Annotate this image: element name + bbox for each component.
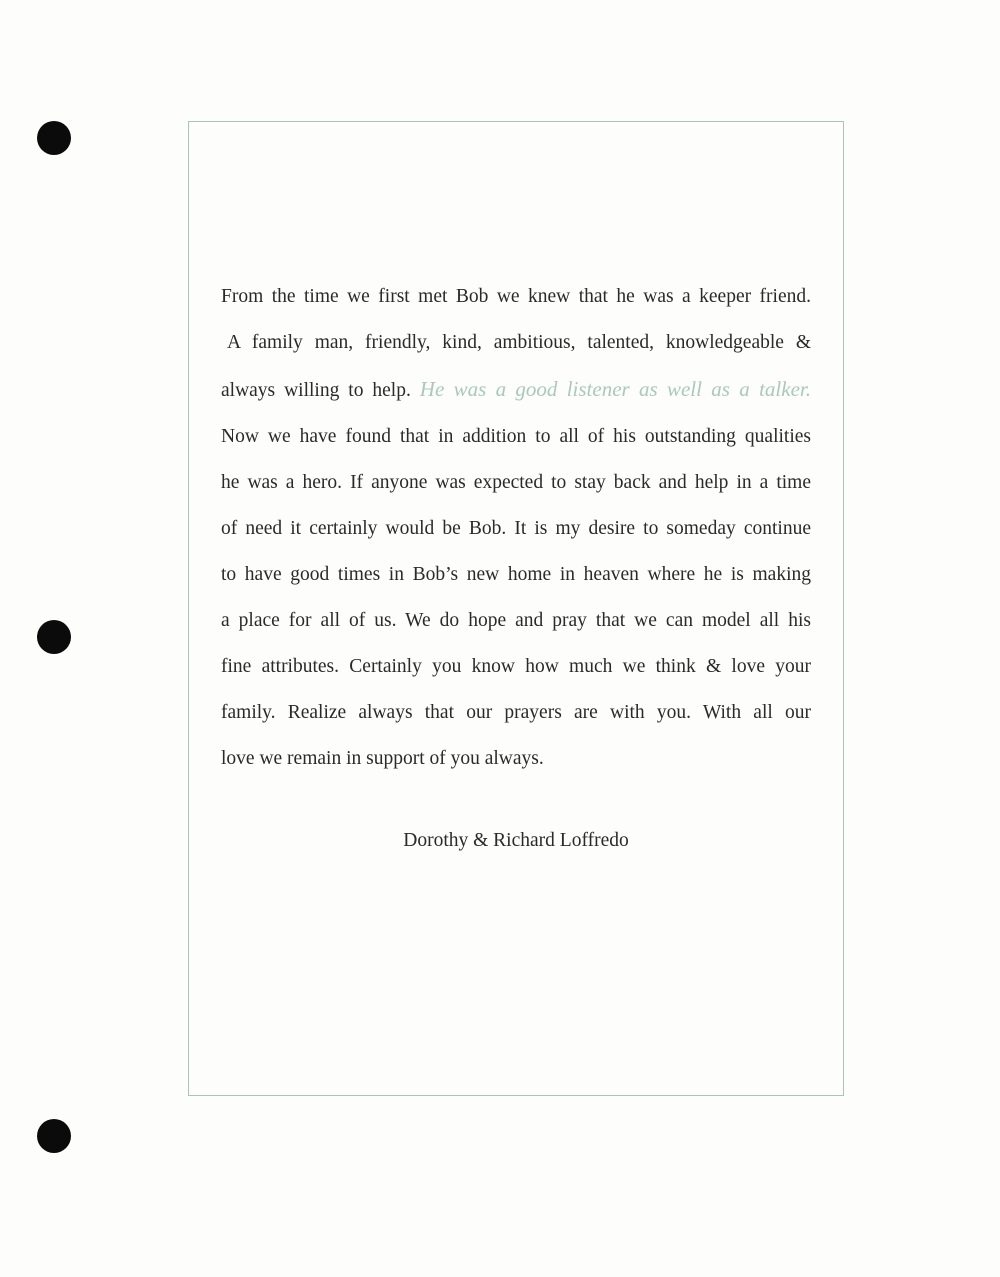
signature: Dorothy & Richard Loffredo — [403, 830, 629, 851]
letter-line-text: always willing to help. — [221, 380, 411, 401]
letter-line: love we remain in support of you always. — [221, 748, 544, 769]
letter-line: family. Realize always that our prayers are with you. With all our — [221, 702, 811, 723]
letter-line: fine attributes. Certainly you know how much we think & love your — [221, 656, 811, 677]
letter-line: From the time we first met Bob we knew that he was a keeper friend. — [221, 286, 811, 307]
letter-body — [221, 274, 811, 782]
letter-line: a place for all of us. We do hope and pray that we can model all his — [221, 610, 811, 631]
letter-line: to have good times in Bob’s new home in heaven where he is making — [221, 564, 811, 585]
highlighted-sentence: He was a good listener as well as a talker. — [419, 377, 811, 401]
punch-hole-top — [37, 121, 71, 155]
letter-line: of need it certainly would be Bob. It is my desire to someday continue — [221, 518, 811, 539]
letter-line: he was a hero. If anyone was expected to stay back and help in a time — [221, 472, 811, 493]
letter-line-with-highlight — [221, 366, 811, 414]
punch-hole-bottom — [37, 1119, 71, 1153]
letter-line: Now we have found that in addition to all of his outstanding qualities — [221, 426, 811, 447]
letter-line: A family man, friendly, kind, ambitious, talented, knowledgeable & — [227, 332, 811, 353]
punch-hole-middle — [37, 620, 71, 654]
